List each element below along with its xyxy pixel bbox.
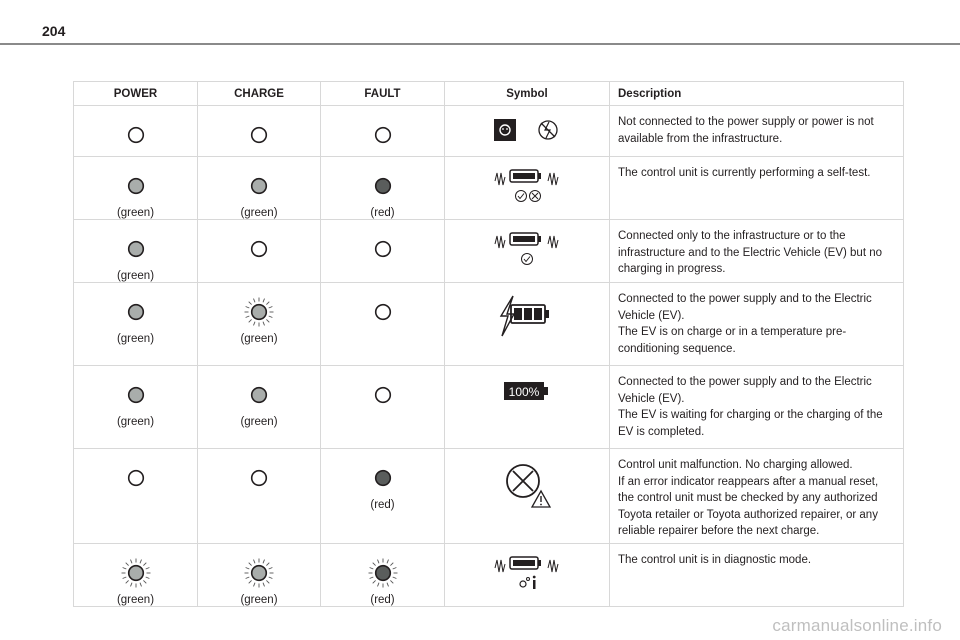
power-led-cell [74, 544, 198, 607]
charge-led-label: (green) [240, 416, 278, 428]
battery-with-check-and-cross-icon [445, 157, 609, 205]
header-symbol: Symbol [445, 82, 610, 106]
description-cell: Control unit malfunction. No charging allowed. If an error indicator reappears after a manual reset, the control unit must be checked by any authorized Toyota retailer or Toyota authorized repairer, or any reliable repairer before the next charge. [610, 449, 904, 544]
battery-diagnostic-icon [445, 544, 609, 594]
fault-led-label: (red) [370, 207, 395, 219]
charge-led-cell [198, 366, 321, 449]
led-on-icon [121, 297, 151, 327]
led-on-red-icon [368, 171, 398, 201]
description-cell: Connected only to the infrastructure or to the infrastructure and to the Electric Vehicle (EV) but no charging in progress. [610, 220, 904, 283]
charge-led-cell [198, 106, 321, 157]
led-on-red-icon [368, 463, 398, 493]
power-led-label: (green) [116, 207, 155, 219]
fault-led-cell [321, 157, 445, 220]
battery-percent-text: 100% [508, 385, 540, 399]
table-row [74, 106, 904, 157]
led-off-icon [368, 297, 398, 327]
header-description: Description [610, 82, 904, 106]
description-cell: Connected to the power supply and to the Electric Vehicle (EV). The EV is waiting for charging or the charging of the EV is completed. [610, 366, 904, 449]
table-header-row [74, 82, 904, 106]
fault-led-label: (red) [370, 594, 395, 606]
led-off-icon [244, 120, 274, 150]
table-row [74, 220, 904, 283]
table-row [74, 283, 904, 366]
symbol-cell [445, 449, 610, 544]
header-charge: CHARGE [198, 82, 321, 106]
watermark: carmanualsonline.info [772, 616, 942, 635]
table-row [74, 157, 904, 220]
power-led-label: (green) [116, 333, 155, 345]
header-fault: FAULT [321, 82, 445, 106]
fault-led-label: (red) [370, 499, 395, 511]
symbol-cell [445, 283, 610, 366]
symbol-cell [445, 157, 610, 220]
battery-with-check-icon [445, 220, 609, 268]
table-row [74, 544, 904, 607]
header-rule [0, 43, 960, 45]
table-row [74, 449, 904, 544]
charge-led-label: (green) [240, 207, 278, 219]
led-off-icon [121, 463, 151, 493]
fault-led-cell [321, 106, 445, 157]
led-off-icon [368, 234, 398, 264]
header-power: POWER [74, 82, 198, 106]
fault-led-cell [321, 366, 445, 449]
led-off-icon [368, 120, 398, 150]
led-flash-icon [244, 558, 274, 588]
charge-led-label: (green) [240, 594, 278, 606]
symbol-cell [445, 106, 610, 157]
charging-battery-icon [445, 283, 609, 339]
symbol-cell [445, 366, 610, 449]
table-row [74, 366, 904, 449]
full-battery-icon [445, 366, 609, 406]
power-led-label: (green) [116, 416, 155, 428]
power-led-cell [74, 220, 198, 283]
charge-led-cell [198, 544, 321, 607]
led-status-table [73, 81, 904, 607]
power-led-cell [74, 283, 198, 366]
led-on-icon [121, 171, 151, 201]
charge-led-cell [198, 220, 321, 283]
power-led-cell [74, 366, 198, 449]
fault-led-cell [321, 449, 445, 544]
error-warning-icon [445, 449, 609, 509]
power-led-cell [74, 449, 198, 544]
power-led-cell [74, 157, 198, 220]
description-cell: Connected to the power supply and to the Electric Vehicle (EV). The EV is on charge or in a temperature pre-conditioning sequence. [610, 283, 904, 366]
power-led-cell [74, 106, 198, 157]
led-on-icon [121, 234, 151, 264]
led-flash-red-icon [368, 558, 398, 588]
page-number: 204 [42, 23, 66, 39]
led-on-icon [121, 380, 151, 410]
led-on-icon [244, 171, 274, 201]
led-off-icon [244, 234, 274, 264]
charge-led-label: (green) [240, 333, 278, 345]
description-cell: Not connected to the power supply or power is not available from the infrastructure. [610, 106, 904, 157]
description-cell: The control unit is in diagnostic mode. [610, 544, 904, 607]
power-led-label: (green) [116, 594, 155, 606]
led-on-icon [244, 380, 274, 410]
fault-led-cell [321, 283, 445, 366]
plug-and-no-power-icons [445, 106, 609, 146]
led-flash-icon [121, 558, 151, 588]
description-cell: The control unit is currently performing a self-test. [610, 157, 904, 220]
led-off-icon [368, 380, 398, 410]
led-off-icon [121, 120, 151, 150]
power-led-label: (green) [116, 270, 155, 282]
fault-led-cell [321, 544, 445, 607]
charge-led-cell [198, 449, 321, 544]
led-flash-icon [244, 297, 274, 327]
charge-led-cell [198, 157, 321, 220]
charge-led-cell [198, 283, 321, 366]
led-off-icon [244, 463, 274, 493]
symbol-cell [445, 544, 610, 607]
symbol-cell [445, 220, 610, 283]
fault-led-cell [321, 220, 445, 283]
